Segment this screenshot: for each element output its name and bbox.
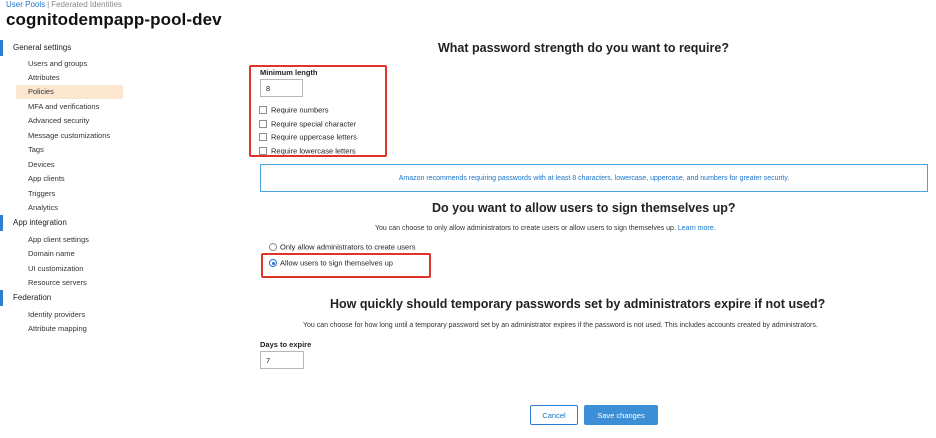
sidebar-item-label: Triggers	[28, 189, 56, 198]
radio-button-selected[interactable]	[269, 259, 277, 267]
sidebar-item-label: UI customization	[28, 264, 84, 273]
sidebar-item-domain-name[interactable]	[16, 247, 123, 261]
sidebar-item-label: Attribute mapping	[28, 324, 87, 333]
sidebar-group-label: App integration	[13, 218, 67, 227]
sidebar-item-label: App clients	[28, 174, 65, 183]
sidebar-item-analytics[interactable]	[16, 201, 123, 215]
pool-tabs	[6, 0, 122, 9]
require-uppercase-letters-checkbox[interactable]	[259, 132, 357, 143]
sidebar-item-label: Policies	[28, 87, 54, 96]
radio-label: Allow users to sign themselves up	[280, 258, 393, 268]
sidebar-item-label: Tags	[28, 145, 44, 154]
sidebar-item-label: Domain name	[28, 249, 75, 258]
days-to-expire-label: Days to expire	[260, 340, 312, 349]
sidebar-item-mfa-and-verifications[interactable]	[16, 100, 123, 114]
page-title: cognitodempapp-pool-dev	[6, 10, 222, 29]
federated-identities-link[interactable]: Federated Identities	[51, 0, 122, 9]
self-signup-radio[interactable]	[269, 258, 393, 268]
sidebar-group-federation[interactable]	[0, 290, 131, 306]
checkbox-box[interactable]	[259, 106, 267, 114]
radio-button[interactable]	[269, 243, 277, 251]
sidebar-group-label: Federation	[13, 293, 52, 302]
user-pools-link[interactable]: User Pools	[6, 0, 46, 9]
save-changes-button[interactable]: Save changes	[584, 405, 658, 425]
sidebar-item-message-customizations[interactable]	[16, 129, 123, 143]
checkbox-label: Require numbers	[271, 105, 329, 115]
sidebar-group-app-integration[interactable]	[0, 215, 131, 231]
sidebar-item-label: Identity providers	[28, 310, 86, 319]
minimum-length-label: Minimum length	[260, 68, 318, 77]
signup-description	[375, 225, 716, 232]
checkbox-box[interactable]	[259, 120, 267, 128]
signup-heading: Do you want to allow users to sign themselves up?	[432, 201, 736, 215]
tab-separator: |	[47, 0, 50, 9]
minimum-length-input[interactable]: 8	[260, 79, 303, 97]
days-to-expire-input[interactable]: 7	[260, 351, 304, 369]
sidebar-item-label: Analytics	[28, 203, 59, 212]
admin-only-radio[interactable]	[269, 242, 415, 252]
sidebar-item-label: Devices	[28, 160, 55, 169]
signup-description-text: You can choose to only allow administrators to create users or allow users to sign themselves up.	[375, 225, 676, 232]
checkbox-label: Require special character	[271, 119, 357, 129]
cancel-button[interactable]: Cancel	[530, 405, 578, 425]
password-strength-heading: What password strength do you want to require?	[438, 41, 729, 55]
sidebar-item-policies[interactable]	[16, 85, 123, 99]
checkbox-label: Require lowercase letters	[271, 146, 356, 156]
sidebar-item-attribute-mapping[interactable]	[16, 322, 123, 336]
sidebar-item-app-clients[interactable]	[16, 172, 123, 186]
password-recommendation-text: Amazon recommends requiring passwords with at least 8 characters, lowercase, uppercase, and numbers for greater security.	[398, 175, 790, 182]
radio-label: Only allow administrators to create users	[280, 242, 416, 252]
expiry-heading: How quickly should temporary passwords set by administrators expire if not used?	[330, 297, 826, 311]
sidebar-item-label: Users and groups	[28, 59, 88, 68]
sidebar-item-resource-servers[interactable]	[16, 276, 123, 290]
sidebar-item-app-client-settings[interactable]	[16, 233, 123, 247]
sidebar-item-devices[interactable]	[16, 158, 123, 172]
require-numbers-checkbox[interactable]	[259, 105, 329, 116]
sidebar-item-ui-customization[interactable]	[16, 262, 123, 276]
sidebar-item-label: Message customizations	[28, 131, 111, 140]
main-content	[250, 0, 936, 438]
checkbox-box[interactable]	[259, 147, 267, 155]
checkbox-label: Require uppercase letters	[271, 132, 357, 142]
checkbox-box[interactable]	[259, 133, 267, 141]
sidebar-item-users-and-groups[interactable]	[16, 57, 123, 71]
password-recommendation-box	[260, 164, 928, 192]
sidebar-group-general-settings[interactable]	[0, 40, 131, 56]
sidebar-item-attributes[interactable]	[16, 71, 123, 85]
sidebar-item-advanced-security[interactable]	[16, 114, 123, 128]
learn-more-link[interactable]: Learn more.	[677, 225, 716, 232]
sidebar-item-triggers[interactable]	[16, 187, 123, 201]
require-special-character-checkbox[interactable]	[259, 119, 356, 130]
sidebar-item-identity-providers[interactable]	[16, 308, 123, 322]
require-lowercase-letters-checkbox[interactable]	[259, 146, 356, 157]
expiry-description: You can choose for how long until a temporary password set by an administrator expires if the password is not used. This includes accounts created by administrators.	[303, 322, 818, 329]
sidebar-item-label: App client settings	[28, 235, 89, 244]
sidebar-item-label: MFA and verifications	[28, 102, 100, 111]
sidebar-item-label: Attributes	[28, 73, 60, 82]
sidebar	[0, 37, 130, 437]
sidebar-item-tags[interactable]	[16, 143, 123, 157]
sidebar-group-label: General settings	[13, 43, 72, 52]
sidebar-item-label: Advanced security	[28, 116, 90, 125]
sidebar-item-label: Resource servers	[28, 278, 87, 287]
